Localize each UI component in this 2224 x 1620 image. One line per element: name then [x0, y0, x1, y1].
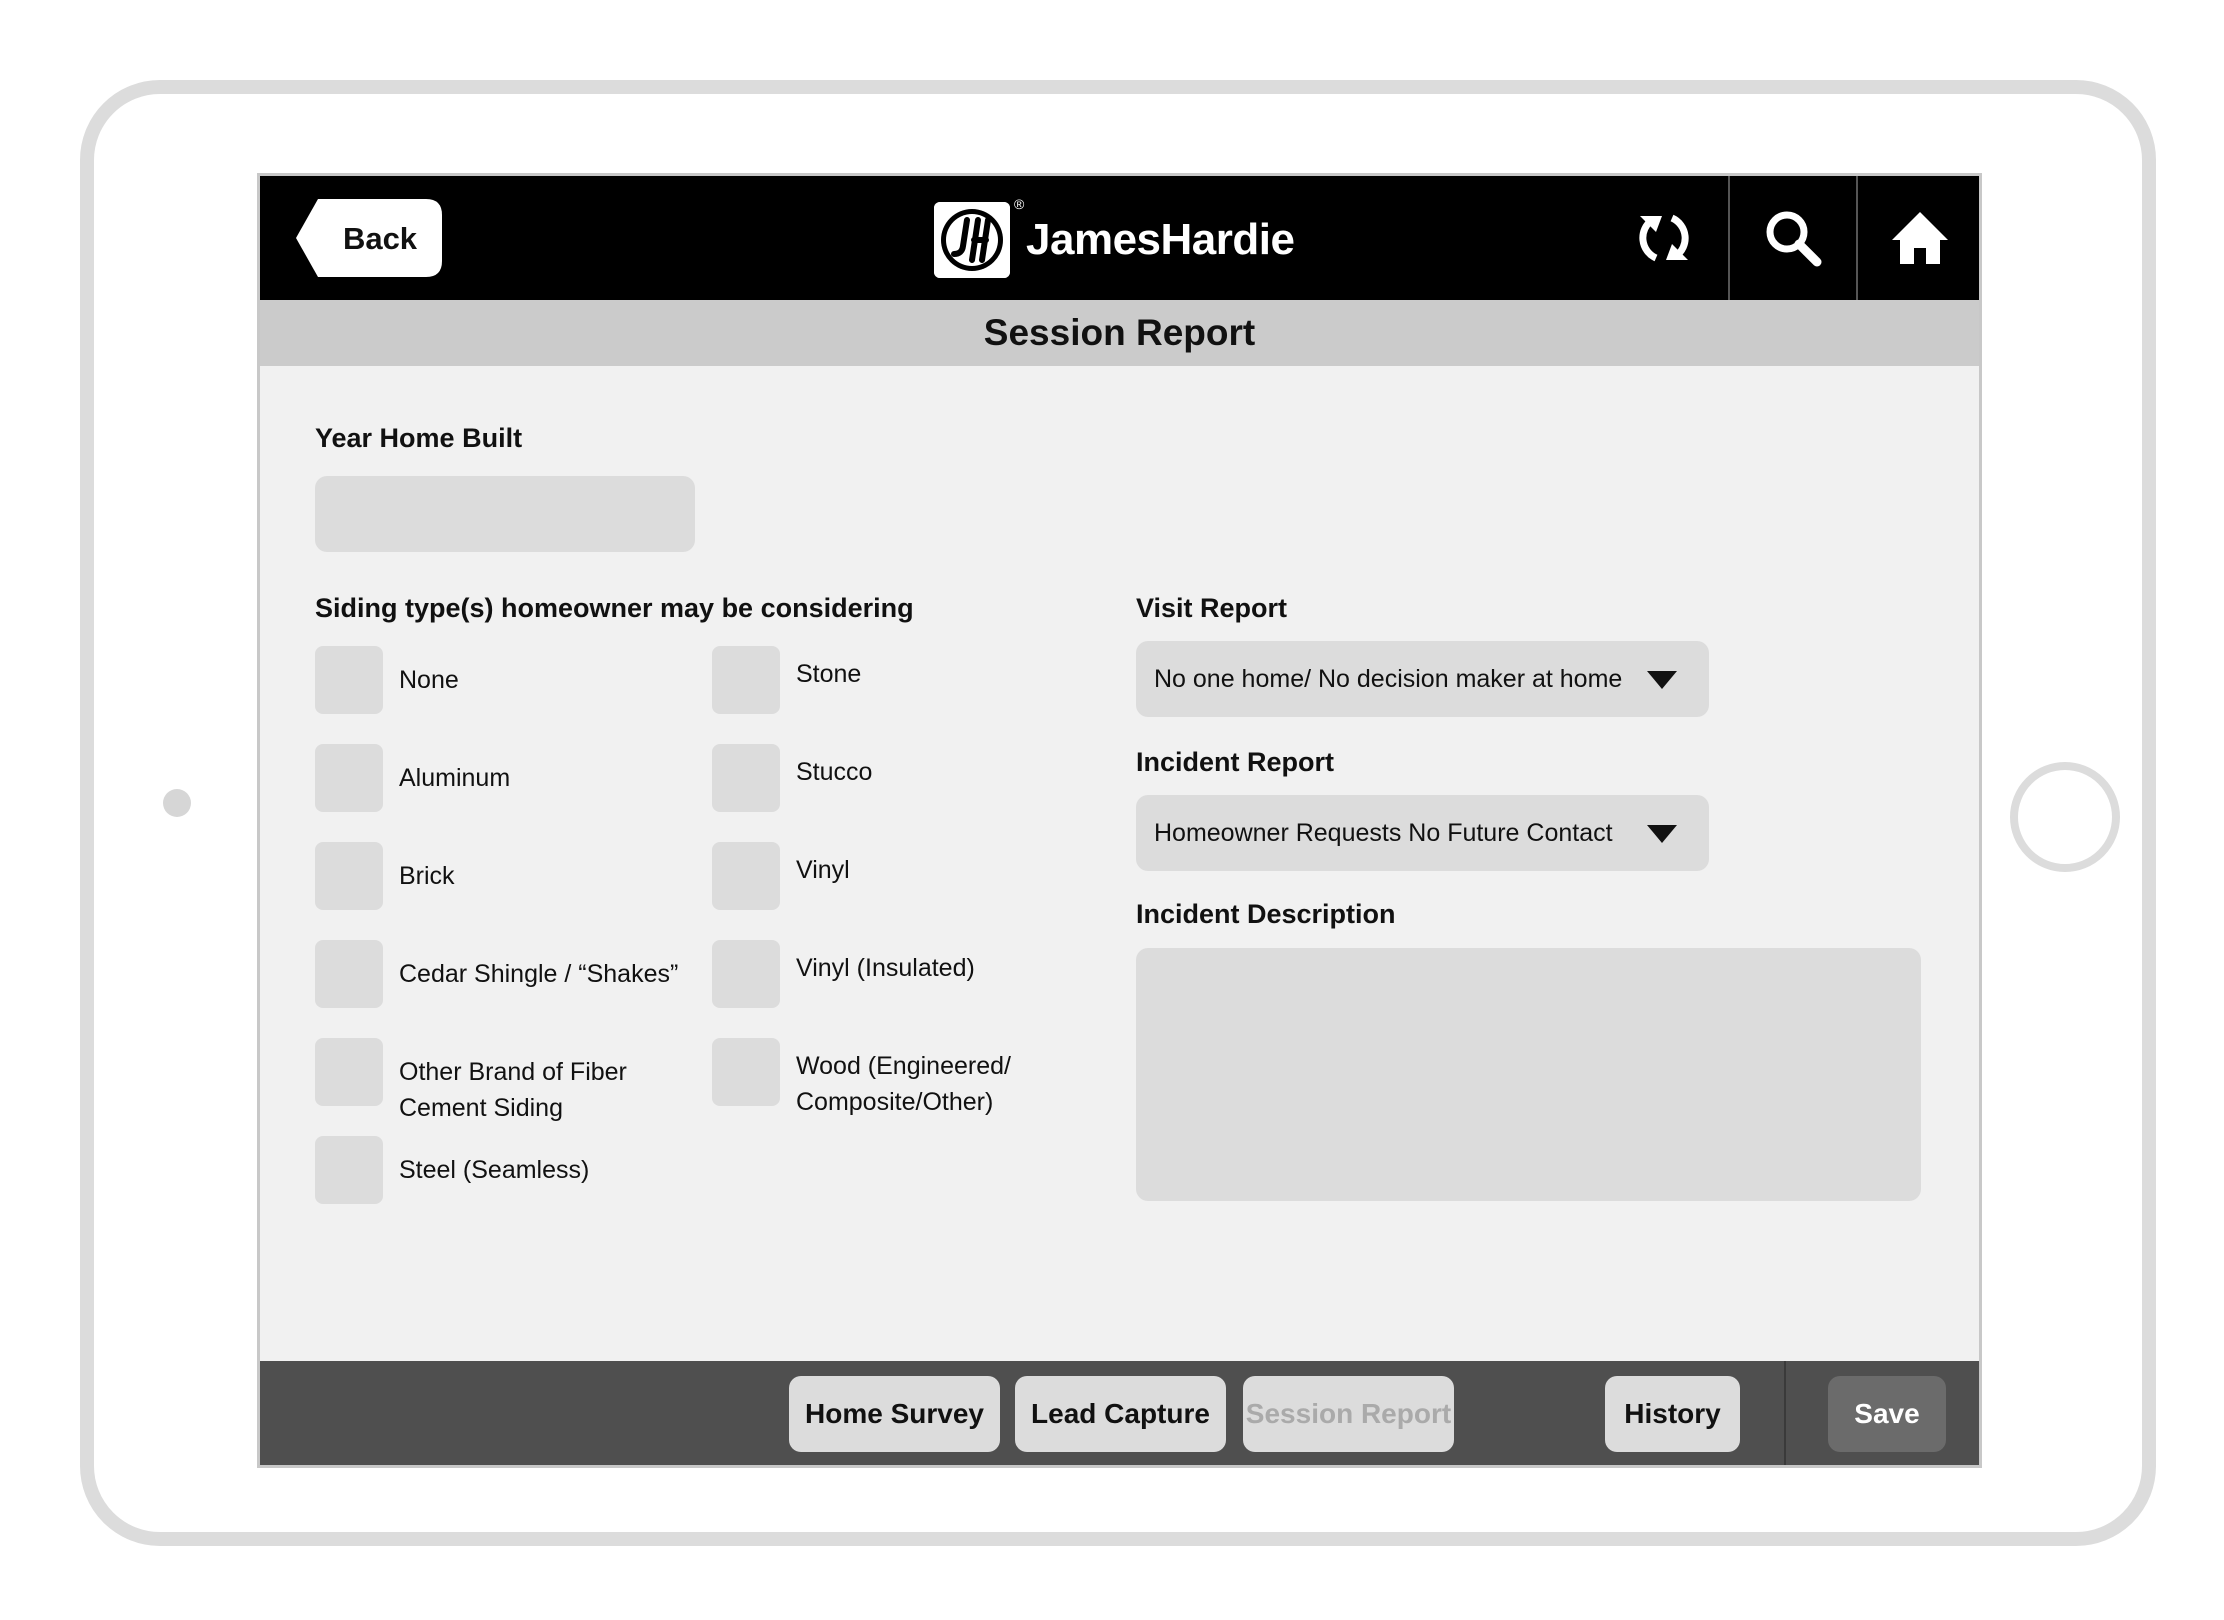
checkbox-vinyl-insulated[interactable]: [712, 940, 975, 1008]
checkbox-label: Steel (Seamless): [399, 1156, 590, 1184]
checkbox[interactable]: [712, 842, 780, 910]
checkbox[interactable]: [712, 744, 780, 812]
checkbox-wood[interactable]: [712, 1038, 1036, 1120]
year-home-built-label: Year Home Built: [315, 423, 523, 453]
checkbox-stucco[interactable]: [712, 744, 872, 812]
checkbox[interactable]: [712, 940, 780, 1008]
visit-report-value: No one home/ No decision maker at home: [1154, 664, 1623, 693]
back-button-label: Back: [342, 221, 418, 256]
sync-icon: [1632, 206, 1696, 270]
visit-report-select[interactable]: [1136, 641, 1709, 717]
checkbox-label: Brick: [399, 862, 455, 890]
siding-types-label: Siding type(s) homeowner may be considering: [315, 593, 914, 623]
checkbox-label: Aluminum: [399, 764, 511, 792]
checkbox-vinyl[interactable]: [712, 842, 850, 910]
checkbox[interactable]: [712, 646, 780, 714]
search-icon: [1763, 208, 1823, 268]
checkbox[interactable]: [315, 1136, 383, 1204]
checkbox[interactable]: [315, 744, 383, 812]
checkbox-label: Vinyl: [796, 856, 850, 884]
brand-logo: [934, 196, 1295, 280]
save-button[interactable]: Save: [1828, 1376, 1946, 1452]
jh-logo-icon: [934, 202, 1010, 278]
checkbox[interactable]: [712, 1038, 780, 1106]
tab-session-report[interactable]: Session Report: [1243, 1376, 1454, 1452]
home-nav-button[interactable]: [1856, 176, 1982, 300]
visit-report-label: Visit Report: [1136, 593, 1288, 623]
incident-description-label: Incident Description: [1136, 899, 1396, 929]
checkbox-other-fiber-cement[interactable]: [315, 1038, 659, 1126]
search-button[interactable]: [1728, 176, 1856, 300]
checkbox-stone[interactable]: [712, 646, 861, 714]
registered-mark: ®: [1014, 196, 1025, 212]
footer-divider: [1784, 1361, 1786, 1468]
year-home-built-input[interactable]: [315, 476, 695, 552]
sync-button[interactable]: [1600, 176, 1728, 300]
chevron-down-icon: [1647, 825, 1677, 843]
checkbox-none[interactable]: [315, 646, 459, 714]
history-button[interactable]: History: [1605, 1376, 1740, 1452]
checkbox-label: Wood (Engineered/ Composite/Other): [796, 1052, 1011, 1116]
camera-dot: [163, 789, 191, 817]
checkbox-label: Vinyl (Insulated): [796, 954, 975, 982]
checkbox[interactable]: [315, 1038, 383, 1106]
checkbox-label: Stone: [796, 660, 862, 688]
checkbox[interactable]: [315, 940, 383, 1008]
tab-home-survey[interactable]: Home Survey: [789, 1376, 1000, 1452]
incident-report-select[interactable]: [1136, 795, 1709, 871]
bottom-bar: [260, 1361, 1979, 1468]
app-screen: [257, 173, 1982, 1468]
checkbox-aluminum[interactable]: [315, 744, 510, 812]
chevron-down-icon: [1647, 671, 1677, 689]
checkbox-cedar-shingle[interactable]: [315, 940, 678, 1008]
checkbox-label: Other Brand of Fiber Cement Siding: [399, 1058, 627, 1122]
incident-report-label: Incident Report: [1136, 747, 1335, 777]
checkbox-steel[interactable]: [315, 1136, 589, 1204]
top-bar: [260, 176, 1979, 300]
page-title: Session Report: [260, 300, 1979, 366]
checkbox-label: Stucco: [796, 758, 873, 786]
checkbox[interactable]: [315, 646, 383, 714]
brand-name: JamesHardie: [1026, 215, 1295, 264]
tab-lead-capture[interactable]: Lead Capture: [1015, 1376, 1226, 1452]
checkbox-label: Cedar Shingle / “Shakes”: [399, 960, 679, 988]
back-button[interactable]: [296, 199, 442, 277]
incident-description-textarea[interactable]: [1136, 948, 1921, 1201]
checkbox[interactable]: [315, 842, 383, 910]
incident-report-value: Homeowner Requests No Future Contact: [1154, 818, 1613, 847]
checkbox-label: None: [399, 666, 459, 694]
device-home-button[interactable]: [2010, 762, 2120, 872]
home-icon: [1890, 210, 1950, 266]
checkbox-brick[interactable]: [315, 842, 455, 910]
